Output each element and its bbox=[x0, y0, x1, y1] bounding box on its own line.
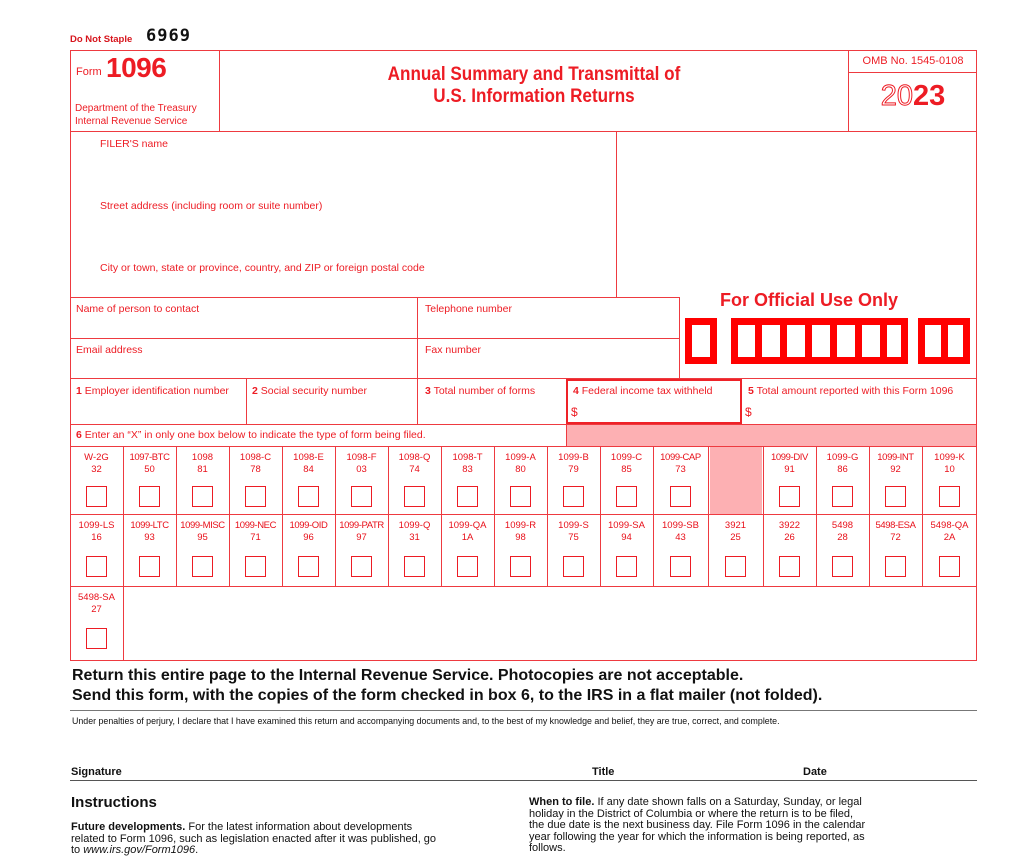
perjury-statement: Under penalties of perjury, I declare that I have examined this return and accompanying documents and, to the best of my knowledge and belief, they are true, correct, and complete. bbox=[72, 716, 780, 727]
form-type-checkbox-1099-a[interactable] bbox=[510, 486, 531, 507]
form-type-name: 1098 bbox=[191, 452, 214, 463]
box5-currency: $ bbox=[745, 405, 752, 419]
return-instruction-line1: Return this entire page to the Internal Revenue Service. Photocopies are not acceptable. bbox=[72, 667, 744, 684]
divider bbox=[70, 446, 977, 447]
form-type-cell bbox=[494, 520, 547, 544]
form-type-code: 91 bbox=[784, 464, 795, 475]
form-type-code: 26 bbox=[784, 532, 795, 543]
form-type-name: 3922 bbox=[778, 520, 801, 531]
telephone-field[interactable] bbox=[419, 316, 678, 337]
title-label: Title bbox=[592, 766, 615, 778]
form-type-checkbox-1099-c[interactable] bbox=[616, 486, 637, 507]
form-type-code: 86 bbox=[837, 464, 848, 475]
form-type-code: 98 bbox=[515, 532, 526, 543]
omb-number: OMB No. 1545-0108 bbox=[862, 55, 964, 67]
form-type-code: 74 bbox=[409, 464, 420, 475]
form-type-code: 93 bbox=[144, 532, 155, 543]
form-type-code: 28 bbox=[837, 532, 848, 543]
filer-name-label: FILER'S name bbox=[100, 138, 168, 150]
fax-field[interactable] bbox=[419, 357, 678, 377]
form-type-code: 96 bbox=[303, 532, 314, 543]
divider bbox=[70, 710, 977, 711]
form-type-code: 81 bbox=[197, 464, 208, 475]
form-type-code: 71 bbox=[250, 532, 261, 543]
form-type-code: 73 bbox=[675, 464, 686, 475]
form-type-name: 1098-Q bbox=[398, 452, 431, 463]
form-type-checkbox-1099-cap[interactable] bbox=[670, 486, 691, 507]
department-line1: Department of the Treasury bbox=[75, 103, 197, 114]
form-type-cell bbox=[388, 520, 441, 544]
form-type-name: 1098-T bbox=[452, 452, 483, 463]
signature-field[interactable] bbox=[140, 745, 580, 779]
form-type-checkbox-1098-f[interactable] bbox=[351, 486, 372, 507]
form-type-checkbox-1098-e[interactable] bbox=[298, 486, 319, 507]
form-type-checkbox-1098[interactable] bbox=[192, 486, 213, 507]
divider bbox=[70, 586, 977, 587]
form-type-name: 1099-K bbox=[934, 452, 965, 463]
form-type-name: 1098-E bbox=[293, 452, 324, 463]
title-field[interactable] bbox=[625, 745, 795, 779]
form-type-name: 1098-C bbox=[239, 452, 272, 463]
form-type-code: 25 bbox=[730, 532, 741, 543]
form-type-name: 1098-F bbox=[346, 452, 377, 463]
form-type-name: 1097-BTC bbox=[129, 452, 170, 463]
official-use-divider bbox=[780, 318, 787, 364]
form-type-name: 5498-SA bbox=[78, 592, 115, 603]
form-type-code: 32 bbox=[91, 464, 102, 475]
form-type-cell bbox=[441, 520, 494, 544]
form-type-cell bbox=[176, 452, 229, 476]
form-type-cell bbox=[922, 520, 977, 544]
form-type-code: 03 bbox=[356, 464, 367, 475]
fax-label: Fax number bbox=[425, 344, 482, 356]
form-type-cell bbox=[708, 520, 763, 544]
form-type-name: 1099-DIV bbox=[771, 452, 808, 463]
form-type-cell bbox=[70, 520, 123, 544]
form-type-checkbox-1099-oid[interactable] bbox=[298, 556, 319, 577]
divider bbox=[679, 297, 680, 378]
form-type-checkbox-5498-sa[interactable] bbox=[86, 628, 107, 649]
form-type-cell bbox=[282, 520, 335, 544]
ssn-field[interactable] bbox=[248, 398, 416, 423]
form-type-checkbox-1099-sa[interactable] bbox=[616, 556, 637, 577]
form-type-name: 1099-SA bbox=[608, 520, 645, 531]
form-type-code: 79 bbox=[568, 464, 579, 475]
form-type-name: 1099-MISC bbox=[180, 520, 225, 531]
form-type-code: 78 bbox=[250, 464, 261, 475]
date-label: Date bbox=[803, 766, 827, 778]
form-type-code: 92 bbox=[890, 464, 901, 475]
employer-id-field[interactable] bbox=[72, 398, 245, 423]
form-type-cell bbox=[547, 452, 600, 476]
divider bbox=[70, 378, 977, 379]
form-type-checkbox-1099-ltc[interactable] bbox=[139, 556, 160, 577]
form-title-line2: U.S. Information Returns bbox=[433, 86, 635, 107]
form-type-cell bbox=[869, 520, 922, 544]
form-type-code: 97 bbox=[356, 532, 367, 543]
form-type-code: 83 bbox=[462, 464, 473, 475]
form-type-checkbox-1099-nec[interactable] bbox=[245, 556, 266, 577]
divider bbox=[616, 131, 617, 297]
form-type-checkbox-5498[interactable] bbox=[832, 556, 853, 577]
form-type-cell bbox=[388, 452, 441, 476]
total-amount-field[interactable] bbox=[756, 400, 974, 422]
irs-form1096-link[interactable]: www.irs.gov/Form1096 bbox=[83, 844, 196, 856]
form-type-name: 1099-B bbox=[558, 452, 589, 463]
form-type-checkbox-1099-sb[interactable] bbox=[670, 556, 691, 577]
form-word: Form bbox=[76, 66, 102, 78]
form-type-checkbox-1098-t[interactable] bbox=[457, 486, 478, 507]
divider bbox=[70, 338, 680, 339]
form-type-name: 1099-LS bbox=[78, 520, 115, 531]
form-type-cell bbox=[763, 520, 816, 544]
form-type-code: 16 bbox=[91, 532, 102, 543]
form-type-cell bbox=[816, 520, 869, 544]
form-type-code: 94 bbox=[621, 532, 632, 543]
form-type-code: 80 bbox=[515, 464, 526, 475]
signature-label: Signature bbox=[71, 766, 122, 778]
divider bbox=[70, 514, 977, 515]
form-type-name: 1099-NEC bbox=[234, 520, 277, 531]
form-type-checkbox-5498-qa[interactable] bbox=[939, 556, 960, 577]
form-type-code: 27 bbox=[91, 604, 102, 615]
signature-line bbox=[70, 780, 977, 781]
form-type-cell bbox=[123, 452, 176, 476]
form-type-name: 1099-A bbox=[505, 452, 536, 463]
divider bbox=[848, 72, 977, 73]
form-type-name: 1099-Q bbox=[398, 520, 431, 531]
form-type-cell bbox=[653, 452, 708, 476]
total-forms-field[interactable] bbox=[419, 398, 565, 423]
form-type-cell bbox=[600, 520, 653, 544]
box3-label: 3 Total number of forms bbox=[425, 385, 536, 397]
divider bbox=[417, 378, 418, 424]
form-title-line1: Annual Summary and Transmittal of bbox=[387, 64, 681, 85]
contact-person-label: Name of person to contact bbox=[76, 303, 200, 315]
form-type-name: 5498-QA bbox=[930, 520, 969, 531]
federal-tax-withheld-field[interactable] bbox=[582, 400, 740, 422]
form-type-checkbox-1099-misc[interactable] bbox=[192, 556, 213, 577]
form-type-name: 1099-C bbox=[610, 452, 643, 463]
form-type-name: 3921 bbox=[724, 520, 747, 531]
tax-year-outline: 20 bbox=[880, 80, 913, 112]
official-use-box bbox=[685, 318, 717, 364]
form-type-code: 84 bbox=[303, 464, 314, 475]
form-type-code: 1A bbox=[461, 532, 474, 543]
form-type-cell bbox=[869, 452, 922, 476]
date-field[interactable] bbox=[835, 745, 975, 779]
form-type-checkbox-1099-q[interactable] bbox=[404, 556, 425, 577]
when-to-file-paragraph: When to file. If any date shown falls on a Saturday, Sunday, or legal holiday in the District of Columbia or where the return is to be filed, the due date is the next business day. File Form 1096 in the calendar year following the year for which the information is being reported, as follows. bbox=[529, 796, 866, 854]
telephone-label: Telephone number bbox=[425, 303, 512, 315]
department-line2: Internal Revenue Service bbox=[75, 116, 188, 127]
form-type-checkbox-1097-btc[interactable] bbox=[139, 486, 160, 507]
form-type-code: 43 bbox=[675, 532, 686, 543]
official-use-divider bbox=[855, 318, 862, 364]
official-use-divider bbox=[755, 318, 762, 364]
form-type-checkbox-1099-qa[interactable] bbox=[457, 556, 478, 577]
form-type-name: 1099-CAP bbox=[660, 452, 701, 463]
form-type-checkbox-w-2g[interactable] bbox=[86, 486, 107, 507]
filer-name-field[interactable] bbox=[72, 152, 614, 192]
box4-currency: $ bbox=[571, 405, 578, 419]
form-type-code: 95 bbox=[197, 532, 208, 543]
form-type-checkbox-3922[interactable] bbox=[779, 556, 800, 577]
form-type-code: 85 bbox=[621, 464, 632, 475]
form-type-code: 75 bbox=[568, 532, 579, 543]
form-type-code: 2A bbox=[943, 532, 956, 543]
future-developments-paragraph: Future developments. For the latest information about developments related to Form 1096, such as legislation enacted after it was published, go to www.irs.gov/Form1096. bbox=[71, 821, 437, 856]
contact-person-field[interactable] bbox=[72, 316, 416, 337]
box4-label: 4 Federal income tax withheld bbox=[573, 385, 713, 397]
email-label: Email address bbox=[76, 344, 143, 356]
form-type-cell bbox=[335, 452, 388, 476]
form-type-name: 5498-ESA bbox=[875, 520, 916, 531]
form-type-cell bbox=[816, 452, 869, 476]
form-type-cell bbox=[600, 452, 653, 476]
form-type-cell bbox=[282, 452, 335, 476]
city-state-zip-label: City or town, state or province, country, and ZIP or foreign postal code bbox=[100, 262, 425, 274]
form-type-checkbox-1099-int[interactable] bbox=[885, 486, 906, 507]
divider bbox=[70, 131, 977, 132]
box2-label: 2 Social security number bbox=[252, 385, 367, 397]
form-type-checkbox-1098-c[interactable] bbox=[245, 486, 266, 507]
divider bbox=[123, 586, 124, 661]
street-address-label: Street address (including room or suite number) bbox=[100, 200, 323, 212]
tax-year-bold: 23 bbox=[913, 80, 946, 112]
form-type-checkbox-1099-s[interactable] bbox=[563, 556, 584, 577]
form-type-code: 31 bbox=[409, 532, 420, 543]
form-type-name: 5498 bbox=[831, 520, 854, 531]
instructions-heading: Instructions bbox=[71, 794, 157, 811]
form-type-code: 50 bbox=[144, 464, 155, 475]
box5-label: 5 Total amount reported with this Form 1096 bbox=[748, 385, 954, 397]
form-type-checkbox-1098-q[interactable] bbox=[404, 486, 425, 507]
form-type-cell bbox=[653, 520, 708, 544]
form-type-checkbox-1099-r[interactable] bbox=[510, 556, 531, 577]
form-type-cell bbox=[335, 520, 388, 544]
form-type-cell bbox=[547, 520, 600, 544]
official-use-divider bbox=[941, 318, 948, 364]
box6-label: 6 Enter an “X” in only one box below to indicate the type of form being filed. bbox=[76, 429, 426, 441]
city-state-zip-field[interactable] bbox=[72, 276, 614, 296]
form-type-name: W-2G bbox=[84, 452, 109, 463]
form-type-cell bbox=[70, 592, 123, 616]
form-type-code: 72 bbox=[890, 532, 901, 543]
form-type-name: 1099-R bbox=[504, 520, 537, 531]
form-type-cell bbox=[922, 452, 977, 476]
divider bbox=[417, 297, 418, 378]
form-type-name: 1099-INT bbox=[877, 452, 914, 463]
divider bbox=[70, 297, 680, 298]
form-type-checkbox-1099-g[interactable] bbox=[832, 486, 853, 507]
official-use-divider bbox=[805, 318, 812, 364]
form-type-checkbox-3921[interactable] bbox=[725, 556, 746, 577]
divider bbox=[246, 378, 247, 424]
form-type-checkbox-1099-ls[interactable] bbox=[86, 556, 107, 577]
form-type-checkbox-1099-k[interactable] bbox=[939, 486, 960, 507]
form-type-name: 1099-G bbox=[826, 452, 859, 463]
box1-label: 1 Employer identification number bbox=[76, 385, 229, 397]
form-type-cell bbox=[229, 452, 282, 476]
form-type-name: 1099-LTC bbox=[130, 520, 169, 531]
form-type-code: 10 bbox=[944, 464, 955, 475]
divider bbox=[219, 50, 220, 131]
form-type-cell bbox=[123, 520, 176, 544]
tax-year bbox=[849, 80, 977, 113]
divider bbox=[708, 446, 709, 514]
return-instruction-line2: Send this form, with the copies of the form checked in box 6, to the IRS in a flat mailer (not folded). bbox=[72, 687, 823, 704]
form-type-cell bbox=[229, 520, 282, 544]
form-number: 1096 bbox=[106, 52, 167, 83]
form-type-cell bbox=[494, 452, 547, 476]
form-type-name: 1099-PATR bbox=[339, 520, 384, 531]
shaded-area bbox=[567, 425, 976, 446]
official-use-label: For Official Use Only bbox=[720, 290, 899, 310]
form-type-name: 1099-SB bbox=[662, 520, 699, 531]
form-type-checkbox-1099-div[interactable] bbox=[779, 486, 800, 507]
do-not-staple-label: Do Not Staple bbox=[70, 34, 133, 45]
form-type-cell bbox=[176, 520, 229, 544]
form-type-name: 1099-QA bbox=[448, 520, 487, 531]
official-use-divider bbox=[830, 318, 837, 364]
divider bbox=[566, 424, 567, 446]
form-type-cell bbox=[763, 452, 816, 476]
form-type-checkbox-1099-b[interactable] bbox=[563, 486, 584, 507]
form-type-name: 1099-OID bbox=[289, 520, 328, 531]
email-field[interactable] bbox=[72, 357, 416, 377]
form-type-cell bbox=[70, 452, 123, 476]
shaded-cell bbox=[710, 447, 762, 514]
form-type-checkbox-1099-patr[interactable] bbox=[351, 556, 372, 577]
street-address-field[interactable] bbox=[72, 214, 614, 254]
form-type-name: 1099-S bbox=[558, 520, 589, 531]
official-use-divider bbox=[880, 318, 887, 364]
form-scan-code: 6969 bbox=[146, 26, 191, 46]
form-title bbox=[251, 64, 816, 108]
form-type-cell bbox=[441, 452, 494, 476]
form-type-checkbox-5498-esa[interactable] bbox=[885, 556, 906, 577]
